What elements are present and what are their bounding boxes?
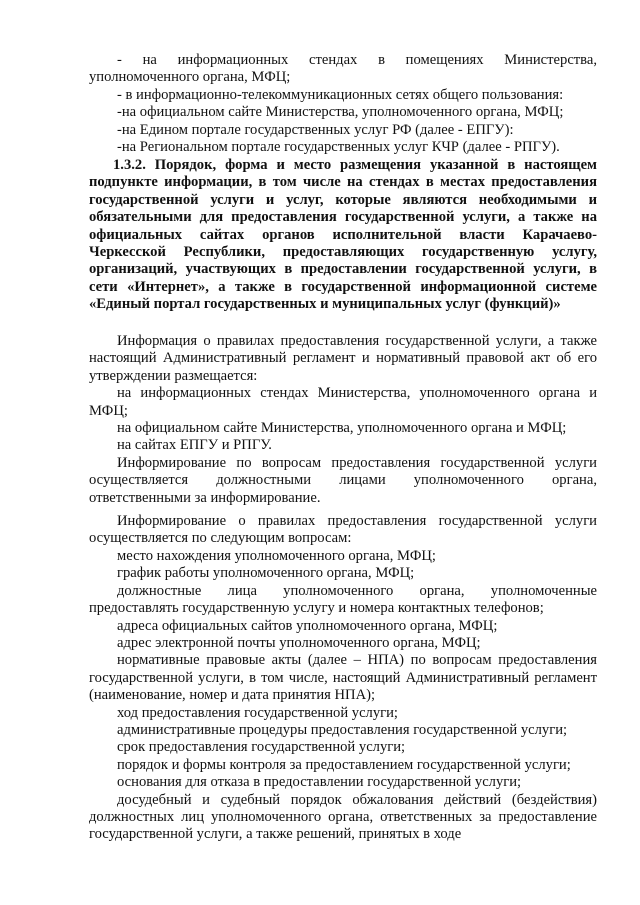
list-item: - в информационно-телекоммуникационных сетях общего пользования:: [117, 86, 564, 103]
paragraph: Информация о правилах предоставления государственной услуги, а также настоящий Административный регламент и нормативный правовой акт об его утверждении размещается:: [89, 333, 597, 384]
list-item: - на информационных стендах в помещениях Министерства, уполномоченного органа, МФЦ;: [89, 52, 597, 86]
paragraph: на официальном сайте Министерства, уполномоченного органа и МФЦ;: [117, 420, 567, 437]
list-item: досудебный и судебный порядок обжалования действий (бездействия) должностных лиц уполномоченного органа, ответственных за предоставление государственной услуги, а также решений, принятых в ходе: [89, 791, 597, 843]
access-channels-list: [89, 52, 597, 156]
list-item: срок предоставления государственной услуги;: [117, 739, 406, 756]
list-item: -на Региональном портале государственных услуг КЧР (далее - РПГУ).: [117, 139, 560, 156]
body-text: [89, 333, 597, 844]
list-item: административные процедуры предоставления государственной услуги;: [117, 721, 568, 738]
section-heading: [89, 157, 597, 314]
list-item: ход предоставления государственной услуги;: [117, 704, 398, 721]
list-item: порядок и формы контроля за предоставлением государственной услуги;: [117, 756, 571, 773]
list-item: место нахождения уполномоченного органа, МФЦ;: [117, 547, 436, 564]
paragraph: на сайтах ЕПГУ и РПГУ.: [117, 437, 272, 454]
list-item: адреса официальных сайтов уполномоченного органа, МФЦ;: [117, 617, 498, 634]
list-item: -на Едином портале государственных услуг РФ (далее - ЕПГУ):: [117, 121, 514, 138]
list-item: основания для отказа в предоставлении государственной услуги;: [117, 774, 522, 791]
paragraph: на информационных стендах Министерства, уполномоченного органа и МФЦ;: [89, 385, 597, 419]
paragraph: Информирование по вопросам предоставления государственной услуги осуществляется должностными лицами уполномоченного органа, ответственными за информирование.: [89, 454, 597, 506]
section-heading-text: 1.3.2. Порядок, форма и место размещения указанной в настоящем подпункте информации, в том числе на стендах в местах предоставления государственной услуги и услуг, которые являются необходимыми и обязательными для предоставления государственной услуги, а также на официальных сайтах органов исполнительной власти Карачаево-Черкесской Республики, предоставляющих государственную услугу, организаций, участвующих в предоставлении государственной услуги, в сети «Интернет», а также в государственной информационной системе «Единый портал государственных и муниципальных услуг (функций)»: [89, 157, 597, 313]
list-item: должностные лица уполномоченного органа, уполномоченные предоставлять государственную услугу и номера контактных телефонов;: [89, 582, 597, 617]
list-item: график работы уполномоченного органа, МФЦ;: [117, 565, 415, 582]
list-item: нормативные правовые акты (далее – НПА) по вопросам предоставления государственной услуги, в том числе, настоящий Административный регламент (наименование, номер и дата принятия НПА);: [89, 652, 597, 704]
list-item: адрес электронной почты уполномоченного органа, МФЦ;: [117, 634, 481, 651]
list-item: -на официальном сайте Министерства, уполномоченного органа, МФЦ;: [117, 104, 564, 121]
paragraph: Информирование о правилах предоставления государственной услуги осуществляется по следующим вопросам:: [89, 513, 597, 547]
